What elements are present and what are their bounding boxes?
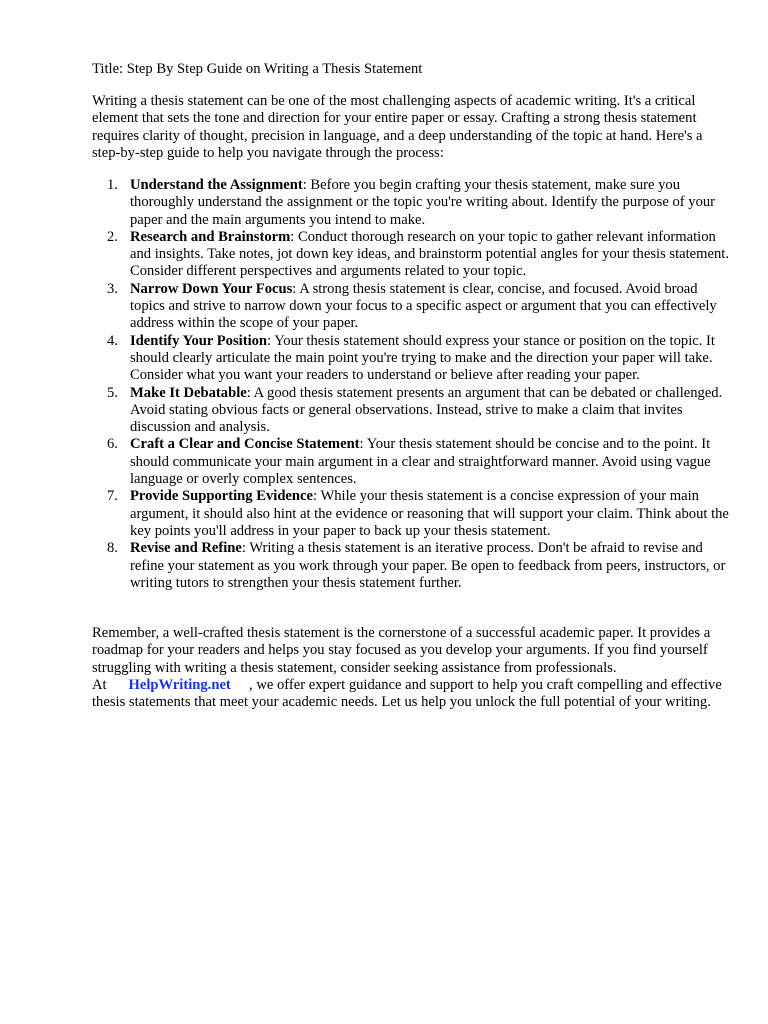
- step-text: : While your thesis statement is a concise expression of your main argument, it should also hint at the evidence or reasoning that will support your claim. Think about the key points you'll address in your paper to back up your thesis statement.: [130, 488, 729, 539]
- step-number: 3.: [107, 280, 118, 297]
- step-number: 7.: [107, 488, 118, 505]
- step-number: 5.: [107, 384, 118, 401]
- step-title: Identify Your Position: [130, 332, 268, 349]
- closing-text-before: Remember, a well-crafted thesis statement is the cornerstone of a successful academic paper. It provides a roadmap for your readers and helps you stay focused as you develop your arguments. If you find yourself struggling with writing a thesis statement, consider seeking assistance from professionals. At: [92, 625, 711, 693]
- intro-paragraph: Writing a thesis statement can be one of the most challenging aspects of academic writing. It's a critical element that sets the tone and direction for your entire paper or essay. Crafting a strong thesis statement requires clarity of thought, precision in language, and a deep understanding of the topic at hand. Here's a step-by-step guide to help you navigate through the process:: [92, 93, 703, 161]
- step-number: 1.: [107, 177, 118, 193]
- closing-paragraph: [92, 625, 732, 711]
- step-text: : Writing a thesis statement is an iterative process. Don't be afraid to revise and refine your statement as you work through your paper. Be open to feedback from peers, instructors, or writing tutors to strengthen your thesis statement further.: [130, 540, 726, 591]
- step-title: Craft a Clear and Concise Statement: [130, 436, 360, 453]
- list-item: [92, 229, 732, 281]
- steps-list: [92, 177, 732, 592]
- list-item: [92, 540, 732, 592]
- step-text: : Your thesis statement should express your stance or position on the topic. It should clearly articulate the main point you're trying to make and the direction your paper will take. Consider what you want your readers to understand or believe after reading your paper.: [130, 332, 715, 384]
- step-title: Narrow Down Your Focus: [130, 280, 293, 297]
- step-title: Research and Brainstorm: [130, 228, 291, 245]
- step-text: : A strong thesis statement is clear, concise, and focused. Avoid broad topics and strive to narrow down your focus to a specific aspect or argument that you can effectively address within the scope of your paper.: [130, 280, 717, 332]
- list-item: [92, 333, 732, 385]
- step-number: 4.: [107, 332, 118, 349]
- closing-text-after: , we offer expert guidance and support to help you craft compelling and effective thesis statements that meet your academic needs. Let us help you unlock the full potential of your writing.: [92, 676, 722, 711]
- step-title: Revise and Refine: [130, 540, 242, 557]
- step-text: : Before you begin crafting your thesis statement, make sure you thoroughly understand the assignment or the topic you're writing about. Identify the purpose of your paper and the main arguments you intend to make.: [130, 177, 716, 228]
- document-title: Title: Step By Step Guide on Writing a Thesis Statement: [92, 61, 423, 77]
- step-text: : Your thesis statement should be concise and to the point. It should communicate your main argument in a clear and straightforward manner. Avoid using vague language or overly complex sentences.: [130, 436, 711, 488]
- list-item: [92, 385, 732, 437]
- step-number: 8.: [107, 540, 118, 557]
- list-item: [92, 177, 732, 229]
- step-text: : A good thesis statement presents an argument that can be debated or challenged. Avoid stating obvious facts or general observations. Instead, strive to make a claim that invites discussion and analysis.: [130, 384, 723, 436]
- list-item: [92, 436, 732, 488]
- list-item: [92, 281, 732, 333]
- helpwriting-link[interactable]: HelpWriting.net: [128, 676, 231, 693]
- step-text: : Conduct thorough research on your topic to gather relevant information and insights. Take notes, jot down key ideas, and brainstorm potential angles for your thesis statement. Consider different perspectives and arguments related to your topic.: [130, 228, 729, 280]
- list-item: [92, 488, 732, 540]
- step-number: 6.: [107, 436, 118, 453]
- step-title: Understand the Assignment: [130, 177, 303, 193]
- step-title: Make It Debatable: [130, 384, 247, 401]
- step-number: 2.: [107, 228, 118, 245]
- step-title: Provide Supporting Evidence: [130, 488, 313, 505]
